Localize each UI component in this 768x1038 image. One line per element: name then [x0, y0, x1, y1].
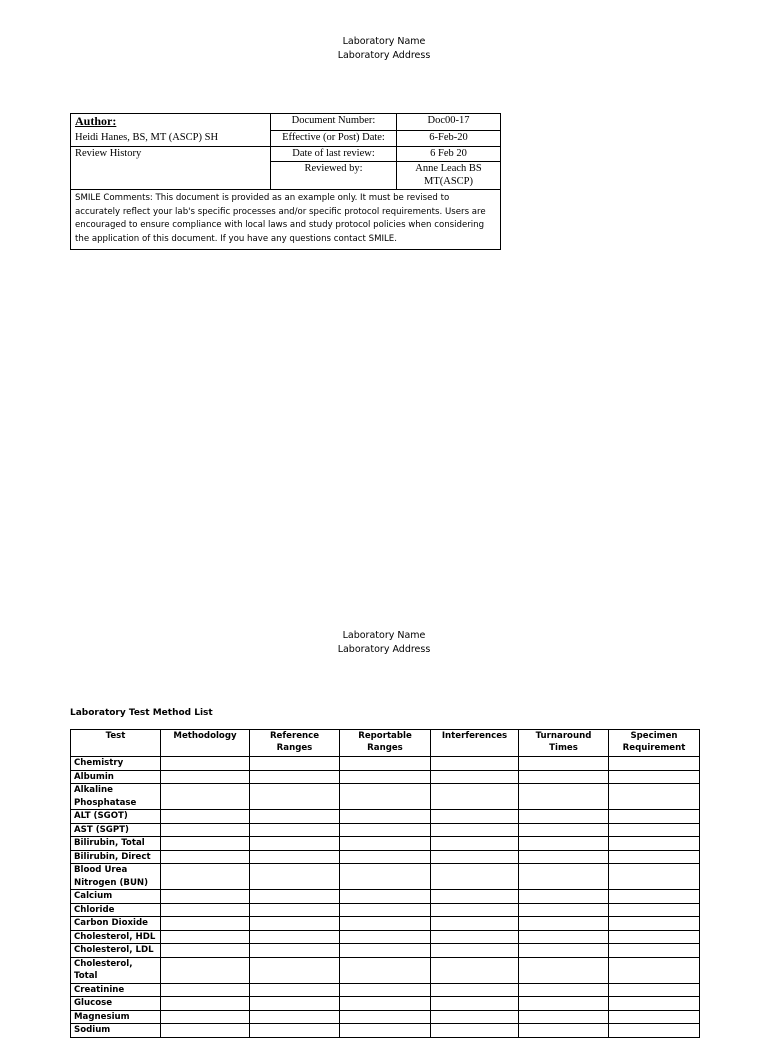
empty-cell — [340, 850, 431, 864]
method-list-title: Laboratory Test Method List — [70, 708, 213, 718]
test-name-cell: Albumin — [71, 770, 161, 784]
test-name-cell: Magnesium — [71, 1010, 161, 1024]
empty-cell — [609, 770, 700, 784]
table-row — [71, 784, 700, 810]
empty-cell — [161, 983, 250, 997]
test-name-cell: Alkaline Phosphatase — [71, 784, 161, 810]
empty-cell — [609, 784, 700, 810]
empty-cell — [609, 823, 700, 837]
empty-cell — [340, 1024, 431, 1038]
table-row — [71, 983, 700, 997]
empty-cell — [161, 837, 250, 851]
column-header-reportable-ranges: Reportable Ranges — [340, 730, 431, 757]
empty-cell — [340, 983, 431, 997]
empty-cell — [250, 957, 340, 983]
test-name-cell: Blood Urea Nitrogen (BUN) — [71, 864, 161, 890]
empty-cell — [161, 930, 250, 944]
laboratory-address: Laboratory Address — [337, 643, 431, 655]
empty-cell — [609, 1010, 700, 1024]
empty-cell — [250, 930, 340, 944]
table-row — [71, 850, 700, 864]
empty-cell — [340, 823, 431, 837]
test-name-cell: Chloride — [71, 903, 161, 917]
laboratory-name: Laboratory Name — [342, 630, 426, 641]
empty-cell — [609, 890, 700, 904]
empty-cell — [519, 784, 609, 810]
column-header-test: Test — [71, 730, 161, 757]
empty-cell — [250, 784, 340, 810]
test-name-cell: Creatinine — [71, 983, 161, 997]
table-row — [71, 930, 700, 944]
empty-cell — [519, 1010, 609, 1024]
test-name-cell: ALT (SGOT) — [71, 810, 161, 824]
page-header-bottom — [0, 629, 768, 656]
last-review-label: Date of last review: — [271, 146, 397, 162]
effective-date-value: 6-Feb-20 — [397, 131, 501, 147]
empty-cell — [519, 837, 609, 851]
empty-cell — [609, 850, 700, 864]
empty-cell — [519, 917, 609, 931]
empty-cell — [161, 864, 250, 890]
author-label: Author: — [75, 114, 117, 128]
empty-cell — [519, 890, 609, 904]
column-header-methodology: Methodology — [161, 730, 250, 757]
test-name-cell: Calcium — [71, 890, 161, 904]
table-row — [71, 757, 700, 771]
empty-cell — [161, 850, 250, 864]
empty-cell — [609, 864, 700, 890]
table-row — [71, 917, 700, 931]
empty-cell — [609, 957, 700, 983]
empty-cell — [161, 903, 250, 917]
empty-cell — [431, 1010, 519, 1024]
empty-cell — [161, 917, 250, 931]
empty-cell — [161, 810, 250, 824]
table-row — [71, 903, 700, 917]
empty-cell — [431, 957, 519, 983]
table-row — [71, 890, 700, 904]
empty-cell — [519, 1024, 609, 1038]
empty-cell — [609, 983, 700, 997]
test-name-cell: Bilirubin, Direct — [71, 850, 161, 864]
empty-cell — [250, 770, 340, 784]
test-name-cell: Bilirubin, Total — [71, 837, 161, 851]
empty-cell — [340, 810, 431, 824]
empty-cell — [340, 784, 431, 810]
test-name-cell: Carbon Dioxide — [71, 917, 161, 931]
test-name-cell: Chemistry — [71, 757, 161, 771]
method-list-header-row — [71, 730, 700, 757]
test-name-cell: Glucose — [71, 997, 161, 1011]
empty-cell — [519, 850, 609, 864]
empty-cell — [519, 864, 609, 890]
empty-cell — [161, 770, 250, 784]
table-row — [71, 864, 700, 890]
empty-cell — [609, 930, 700, 944]
test-name-cell: Cholesterol, LDL — [71, 944, 161, 958]
laboratory-name: Laboratory Name — [342, 36, 426, 47]
test-name-cell: Cholesterol, Total — [71, 957, 161, 983]
empty-cell — [431, 903, 519, 917]
empty-cell — [431, 784, 519, 810]
empty-cell — [161, 944, 250, 958]
empty-cell — [161, 1010, 250, 1024]
empty-cell — [431, 757, 519, 771]
empty-cell — [431, 864, 519, 890]
empty-cell — [250, 944, 340, 958]
empty-cell — [431, 823, 519, 837]
empty-cell — [250, 890, 340, 904]
empty-cell — [519, 957, 609, 983]
empty-cell — [340, 837, 431, 851]
empty-cell — [519, 757, 609, 771]
table-row — [71, 770, 700, 784]
empty-cell — [609, 757, 700, 771]
empty-cell — [340, 757, 431, 771]
test-name-cell: AST (SGPT) — [71, 823, 161, 837]
empty-cell — [250, 823, 340, 837]
column-header-turnaround-times: Turnaround Times — [519, 730, 609, 757]
empty-cell — [340, 864, 431, 890]
empty-cell — [431, 930, 519, 944]
empty-cell — [161, 757, 250, 771]
empty-cell — [431, 983, 519, 997]
empty-cell — [609, 944, 700, 958]
empty-cell — [431, 997, 519, 1011]
last-review-value: 6 Feb 20 — [397, 146, 501, 162]
table-row — [71, 823, 700, 837]
empty-cell — [431, 1024, 519, 1038]
empty-cell — [519, 983, 609, 997]
empty-cell — [340, 890, 431, 904]
review-history-label: Review History — [71, 146, 271, 190]
empty-cell — [431, 890, 519, 904]
table-row — [71, 1024, 700, 1038]
empty-cell — [250, 1024, 340, 1038]
empty-cell — [431, 810, 519, 824]
empty-cell — [161, 997, 250, 1011]
empty-cell — [609, 810, 700, 824]
empty-cell — [161, 784, 250, 810]
reviewed-by-label: Reviewed by: — [271, 162, 397, 190]
author-cell — [71, 114, 271, 131]
empty-cell — [250, 850, 340, 864]
effective-date-label: Effective (or Post) Date: — [271, 131, 397, 147]
empty-cell — [340, 930, 431, 944]
table-row — [71, 957, 700, 983]
empty-cell — [609, 837, 700, 851]
method-list-table — [70, 729, 700, 1038]
table-row — [71, 944, 700, 958]
empty-cell — [250, 864, 340, 890]
empty-cell — [340, 1010, 431, 1024]
empty-cell — [250, 917, 340, 931]
empty-cell — [519, 770, 609, 784]
empty-cell — [161, 957, 250, 983]
empty-cell — [161, 1024, 250, 1038]
empty-cell — [431, 944, 519, 958]
empty-cell — [519, 810, 609, 824]
empty-cell — [161, 823, 250, 837]
page-header-top — [0, 35, 768, 62]
empty-cell — [609, 1024, 700, 1038]
empty-cell — [250, 997, 340, 1011]
empty-cell — [431, 837, 519, 851]
table-row — [71, 810, 700, 824]
empty-cell — [250, 810, 340, 824]
empty-cell — [340, 770, 431, 784]
laboratory-address: Laboratory Address — [337, 49, 431, 61]
empty-cell — [161, 890, 250, 904]
empty-cell — [609, 903, 700, 917]
empty-cell — [519, 997, 609, 1011]
empty-cell — [431, 850, 519, 864]
document-number-value: Doc00-17 — [397, 114, 501, 131]
test-name-cell: Cholesterol, HDL — [71, 930, 161, 944]
empty-cell — [431, 770, 519, 784]
empty-cell — [609, 917, 700, 931]
empty-cell — [250, 983, 340, 997]
column-header-interferences: Interferences — [431, 730, 519, 757]
empty-cell — [519, 944, 609, 958]
smile-comments: SMILE Comments: This document is provided as an example only. It must be revised to accurately reflect your lab's specific processes and/or specific protocol requirements. Users are encouraged to ensure compliance with local laws and study protocol policies when considering the application of this document. If you have any questions contact SMILE. — [71, 190, 501, 250]
empty-cell — [250, 757, 340, 771]
document-control-table — [70, 113, 501, 250]
author-name: Heidi Hanes, BS, MT (ASCP) SH — [71, 131, 271, 147]
empty-cell — [519, 823, 609, 837]
table-row — [71, 997, 700, 1011]
empty-cell — [250, 903, 340, 917]
reviewed-by-value: Anne Leach BS MT(ASCP) — [397, 162, 501, 190]
empty-cell — [340, 944, 431, 958]
table-row — [71, 837, 700, 851]
empty-cell — [340, 997, 431, 1011]
empty-cell — [609, 997, 700, 1011]
test-name-cell: Sodium — [71, 1024, 161, 1038]
empty-cell — [250, 1010, 340, 1024]
document-number-label: Document Number: — [271, 114, 397, 131]
column-header-specimen-requirement: Specimen Requirement — [609, 730, 700, 757]
empty-cell — [519, 903, 609, 917]
column-header-reference-ranges: Reference Ranges — [250, 730, 340, 757]
empty-cell — [250, 837, 340, 851]
table-row — [71, 1010, 700, 1024]
empty-cell — [340, 957, 431, 983]
empty-cell — [431, 917, 519, 931]
empty-cell — [340, 917, 431, 931]
empty-cell — [340, 903, 431, 917]
empty-cell — [519, 930, 609, 944]
